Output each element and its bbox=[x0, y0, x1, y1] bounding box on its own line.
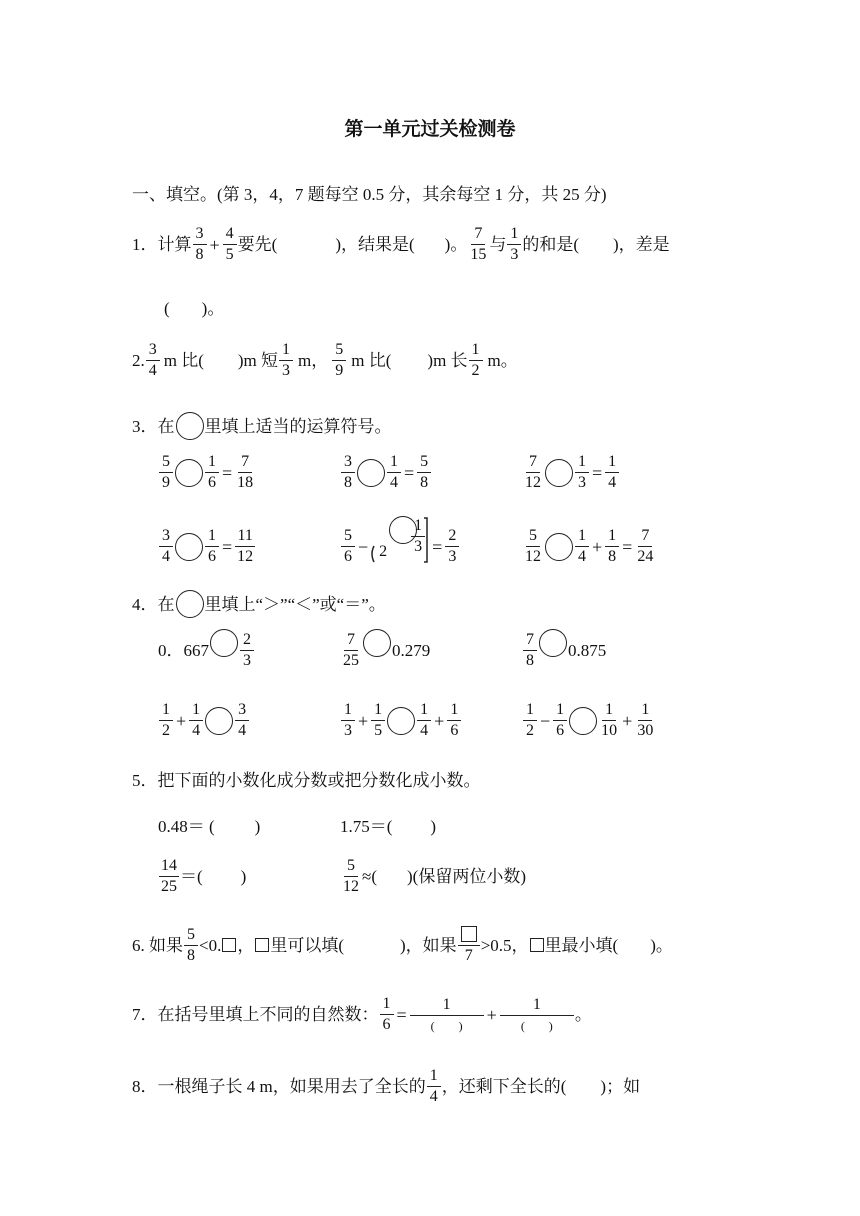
fraction: $\frac{5}{6}$ bbox=[341, 528, 355, 565]
question-8 bbox=[132, 1068, 640, 1105]
q3-item bbox=[158, 454, 256, 491]
answer-circle[interactable] bbox=[210, 629, 238, 657]
fraction: $\frac{1}{4}$ bbox=[427, 1068, 441, 1105]
q6-text: ， bbox=[237, 935, 255, 955]
answer-circle[interactable] bbox=[175, 459, 203, 487]
equals-sign: = bbox=[592, 462, 603, 483]
q2-text: m 比( bbox=[351, 351, 392, 370]
question-4 bbox=[132, 590, 386, 618]
fraction: $\frac{1}{4}$ bbox=[605, 454, 619, 491]
equals-sign: = bbox=[622, 536, 633, 557]
plus-sign: + bbox=[592, 536, 603, 557]
q7-text: 。 bbox=[574, 1005, 592, 1024]
fraction: $\frac{1}{6}$ bbox=[380, 996, 394, 1033]
q1-text: )。 bbox=[201, 299, 225, 318]
section-heading-text: 一、填空。(第 3，4，7 题每空 0.5 分，其余每空 1 分，共 25 分) bbox=[132, 185, 607, 204]
equals-sign: = bbox=[222, 462, 233, 483]
fraction: $\frac{3}{4}$ bbox=[159, 528, 173, 565]
q1-text: 与 bbox=[489, 235, 507, 254]
fraction: $\frac{1}{10}$ bbox=[601, 701, 618, 739]
q8-text: ，还剩下全长的( bbox=[441, 1077, 567, 1096]
fraction: $\frac{11}{12}$ bbox=[237, 527, 254, 565]
equals-sign: = bbox=[222, 536, 233, 557]
question-2 bbox=[132, 342, 518, 379]
fraction: $\frac{1}{30}$ bbox=[637, 701, 654, 739]
q5-item bbox=[158, 818, 260, 835]
q4-item bbox=[158, 632, 255, 669]
q5-item bbox=[340, 858, 526, 895]
fraction: $\frac{1}{5}$ bbox=[371, 702, 385, 739]
q5-text: 0.48＝ ( bbox=[158, 817, 215, 836]
q1-text: )，差是 bbox=[613, 235, 670, 254]
q2-text: m， bbox=[298, 351, 329, 370]
fraction: $\frac{1}{2}$ bbox=[469, 342, 483, 379]
q4-text: 0．667 bbox=[158, 641, 209, 660]
fraction: $\frac{1}{6}$ bbox=[553, 702, 567, 739]
fraction: $\frac{1}{4}$ bbox=[417, 702, 431, 739]
q4-item bbox=[340, 632, 430, 669]
q5-item bbox=[158, 858, 246, 895]
q6-text: 里可以填( bbox=[270, 935, 345, 955]
question-1-cont bbox=[164, 300, 224, 317]
fraction: $\frac{4}{5}$ bbox=[223, 226, 237, 263]
q3-item bbox=[522, 454, 620, 491]
answer-circle[interactable] bbox=[387, 707, 415, 735]
minus-sign: − bbox=[540, 710, 551, 731]
plus-sign: + bbox=[434, 710, 445, 731]
answer-circle[interactable] bbox=[363, 629, 391, 657]
q5-text: ) bbox=[240, 867, 247, 886]
q4-item bbox=[522, 702, 656, 739]
plus-sign: + bbox=[209, 234, 220, 255]
question-7 bbox=[132, 996, 592, 1033]
answer-circle[interactable] bbox=[176, 590, 204, 618]
q4-item bbox=[522, 632, 606, 669]
q3-text: 2 bbox=[379, 542, 388, 560]
q5-text: ) bbox=[430, 817, 437, 836]
plus-sign: + bbox=[486, 1004, 497, 1025]
q8-text: )；如 bbox=[600, 1077, 641, 1096]
q3-item bbox=[158, 528, 256, 565]
square-icon bbox=[530, 938, 544, 952]
q4-text: 里填上“＞”“＜”或“＝”。 bbox=[204, 594, 386, 614]
fraction: $\frac{3}{8}$ bbox=[193, 226, 207, 263]
answer-circle[interactable] bbox=[545, 533, 573, 561]
section-heading bbox=[132, 186, 607, 203]
q5-text: ＝( bbox=[180, 867, 203, 886]
equals-sign: = bbox=[404, 462, 415, 483]
q1-text: )，结果是( bbox=[335, 235, 415, 254]
q5-text: 1.75＝( bbox=[340, 817, 393, 836]
fraction: $\frac{1}{3}$ bbox=[575, 454, 589, 491]
fraction-answer[interactable]: $\frac{1}{( )}$ bbox=[410, 997, 484, 1032]
q4-label: 4．在 bbox=[132, 594, 175, 614]
q2-text: )m 短 bbox=[237, 351, 279, 370]
fraction: $\frac{14}{25}$ bbox=[161, 857, 177, 895]
fraction: $\frac{5}{12}$ bbox=[343, 857, 359, 895]
answer-square[interactable] bbox=[461, 926, 477, 942]
q1-text: ( bbox=[164, 299, 170, 318]
square-icon bbox=[255, 938, 269, 952]
q4-text: 0.279 bbox=[392, 641, 431, 660]
equals-sign: = bbox=[432, 536, 443, 557]
fraction: $\frac{5}{8}$ bbox=[184, 927, 198, 964]
q3-item bbox=[340, 454, 432, 491]
q1-text: )。 bbox=[444, 235, 468, 254]
plus-sign: + bbox=[358, 710, 369, 731]
answer-square[interactable] bbox=[222, 938, 236, 952]
q2-text: )m 长 bbox=[427, 351, 468, 370]
q5-text: ) bbox=[254, 817, 261, 836]
q6-text: )。 bbox=[650, 935, 673, 955]
fraction: $\frac{7}{8}$ bbox=[523, 632, 537, 669]
fraction-answer[interactable]: $\frac{1}{( )}$ bbox=[500, 997, 574, 1032]
fraction: $\frac{2}{3}$ bbox=[240, 632, 254, 669]
fraction: $\frac{7}{15}$ bbox=[470, 225, 487, 263]
question-1 bbox=[132, 226, 670, 263]
answer-circle[interactable] bbox=[176, 412, 204, 440]
answer-circle[interactable] bbox=[539, 629, 567, 657]
fraction: $\frac{5}{8}$ bbox=[417, 454, 431, 491]
q5-text: ≈( bbox=[362, 867, 377, 886]
fraction: $\frac{3}{4}$ bbox=[146, 342, 160, 379]
answer-circle[interactable] bbox=[175, 533, 203, 561]
fraction: $\frac{3}{8}$ bbox=[341, 454, 355, 491]
answer-circle[interactable] bbox=[357, 459, 385, 487]
fraction: $\frac{1}{6}$ bbox=[205, 454, 219, 491]
fraction: $\frac{1}{4}$ bbox=[575, 528, 589, 565]
fraction: $\frac{1}{2}$ bbox=[159, 702, 173, 739]
question-6 bbox=[132, 926, 673, 964]
q7-label: 7．在括号里填上不同的自然数： bbox=[132, 1005, 379, 1024]
q2-label: 2. bbox=[132, 351, 145, 370]
fraction: $\frac{1}{3}$ bbox=[411, 518, 425, 555]
q1-label: 1．计算 bbox=[132, 235, 192, 254]
answer-circle[interactable] bbox=[545, 459, 573, 487]
page-title: 第一单元过关检测卷 bbox=[344, 118, 516, 140]
fraction: $\frac{1}{3}$ bbox=[279, 342, 293, 379]
fraction: $\frac{7}{18}$ bbox=[237, 453, 254, 491]
fraction: $\frac{7}{24}$ bbox=[637, 527, 654, 565]
parenthesis-group bbox=[370, 516, 430, 564]
answer-circle[interactable] bbox=[569, 707, 597, 735]
q2-text: m 比( bbox=[163, 351, 204, 370]
q8-label: 8．一根绳子长 4 m，如果用去了全长的 bbox=[132, 1077, 426, 1096]
answer-circle[interactable] bbox=[205, 707, 233, 735]
fraction: $\frac{3}{4}$ bbox=[235, 702, 249, 739]
fraction: $\frac{1}{4}$ bbox=[387, 454, 401, 491]
plus-sign: + bbox=[622, 710, 633, 731]
fraction: $\frac{5}{9}$ bbox=[332, 342, 346, 379]
q6-text: >0.5， bbox=[480, 935, 529, 955]
q6-text: )，如果 bbox=[400, 935, 457, 955]
fraction: $\frac{1}{3}$ bbox=[507, 226, 521, 263]
q1-text: 要先( bbox=[237, 235, 278, 254]
fraction: $\frac{1}{8}$ bbox=[605, 528, 619, 565]
q5-label: 5．把下面的小数化成分数或把分数化成小数。 bbox=[132, 771, 481, 790]
fraction: $\frac{5}{9}$ bbox=[159, 454, 173, 491]
q1-text: 的和是( bbox=[522, 235, 579, 254]
fraction: $\frac{1}{6}$ bbox=[205, 528, 219, 565]
q5-item bbox=[340, 818, 436, 835]
fraction: $\frac{2}{3}$ bbox=[445, 528, 459, 565]
q3-item bbox=[340, 514, 460, 565]
q6-text: <0. bbox=[199, 935, 222, 955]
equals-sign: = bbox=[396, 1004, 407, 1025]
q6-label: 6. 如果 bbox=[132, 935, 183, 955]
q4-item bbox=[158, 702, 250, 739]
fraction: $\frac{1}{4}$ bbox=[189, 702, 203, 739]
q3-label: 3．在 bbox=[132, 416, 175, 436]
fraction: $\frac{1}{3}$ bbox=[341, 702, 355, 739]
fraction: $\frac{5}{12}$ bbox=[525, 527, 541, 565]
fraction: $\frac{7}{25}$ bbox=[343, 631, 359, 669]
fraction: 7 bbox=[458, 926, 480, 964]
question-3 bbox=[132, 412, 392, 440]
q5-text: )(保留两位小数) bbox=[407, 867, 526, 886]
q3-item bbox=[522, 528, 656, 565]
fraction: $\frac{7}{12}$ bbox=[525, 453, 541, 491]
q3-text: 里填上适当的运算符号。 bbox=[204, 416, 392, 436]
question-5 bbox=[132, 772, 481, 789]
fraction: $\frac{1}{2}$ bbox=[523, 702, 537, 739]
q4-item bbox=[340, 702, 462, 739]
fraction: $\frac{1}{6}$ bbox=[447, 702, 461, 739]
q6-text: 里最小填( bbox=[544, 935, 619, 955]
q4-text: 0.875 bbox=[568, 641, 607, 660]
minus-sign: − bbox=[358, 536, 369, 557]
q2-text: m。 bbox=[487, 351, 518, 370]
plus-sign: + bbox=[176, 710, 187, 731]
